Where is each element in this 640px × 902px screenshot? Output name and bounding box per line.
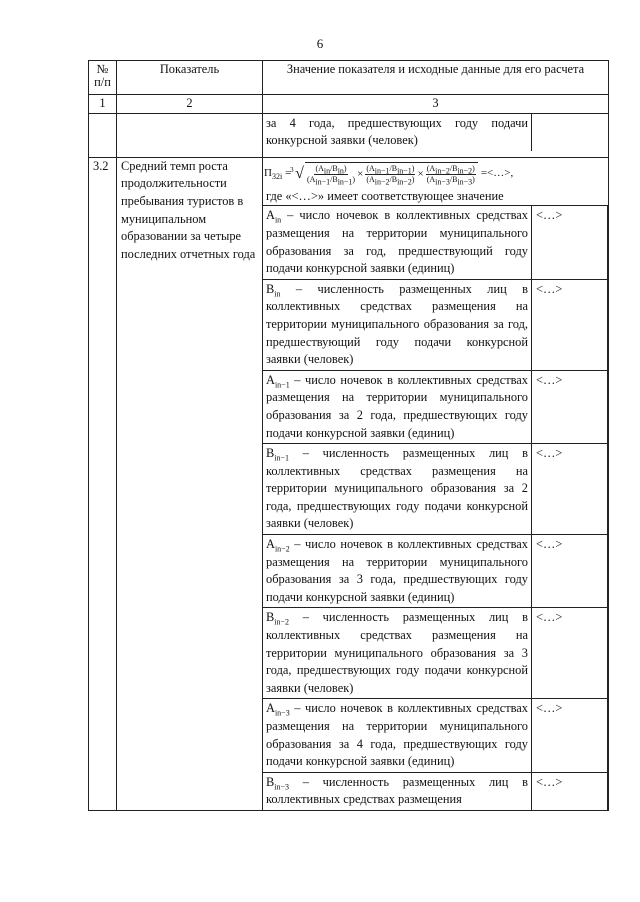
indicator-name: Средний темп роста продолжительности пребывания туристов в муниципальном образовании за четыре последних отчетных года xyxy=(117,157,263,810)
parameter-symbol: $B_{in-2}$ xyxy=(266,610,289,627)
parameter-symbol: $B_{in}$ xyxy=(266,281,281,299)
parameter-row xyxy=(263,772,608,810)
parameter-row xyxy=(263,608,608,699)
indicator-table xyxy=(88,60,609,811)
parameters-table xyxy=(263,205,608,811)
row-number: 3.2 xyxy=(89,157,117,810)
parameter-symbol: $A_{in-1}$ xyxy=(266,372,290,390)
parameter-value: <…> xyxy=(532,535,608,608)
carryover-text: за 4 года, предшествующих году подачи конкурсной заявки (человек) xyxy=(263,114,532,151)
parameter-symbol: $A_{in-2}$ xyxy=(266,537,290,554)
parameter-row xyxy=(263,535,608,608)
parameter-symbol: $B_{in-3}$ xyxy=(266,774,289,792)
parameter-description: $B_{in-2}$ – численность размещенных лиц в коллективных средствах размещения на территории муниципального образования за 3 года, предшествующих году подачи конкурсной заявки (человек) xyxy=(263,608,532,699)
parameter-description: $A_{in-2}$ – число ночевок в коллективных средствах размещения на территории муниципального образования за 3 года, предшествующих году подачи конкурсной заявки (единиц) xyxy=(263,535,532,608)
parameter-value: <…> xyxy=(532,699,608,772)
column-number-row xyxy=(89,95,609,114)
col-number-3: 3 xyxy=(263,95,609,114)
parameter-description: $A_{in-1}$ – число ночевок в коллективных средствах размещения на территории муниципального образования за 2 года, предшествующих году подачи конкурсной заявки (единиц) xyxy=(263,370,532,443)
col-number-1: 1 xyxy=(89,95,117,114)
parameter-symbol: $B_{in-1}$ xyxy=(266,446,289,463)
header-value: Значение показателя и исходные данные для его расчета xyxy=(263,61,609,95)
formula-lhs: $П_{32i}$ = xyxy=(264,166,292,182)
parameter-row xyxy=(263,699,608,772)
parameter-description: $A_{in-3}$ – число ночевок в коллективных средствах размещения на территории муниципального образования за 4 года, предшествующих году подачи конкурсной заявки (единиц) xyxy=(263,699,532,772)
parameter-value: <…> xyxy=(532,444,608,535)
parameter-description: $B_{in-3}$ – численность размещенных лиц в коллективных средствах размещения xyxy=(263,772,532,810)
formula-radicand: $(A_{in}/B_{in})$ $(A_{in-1}/B_{in-1})$ × $(A_{in-1}/B_{in-1})$ $(A_{in-2}/B_{in-2})$ × $(A_{in-2}/B_{in-2})$ $(A_{in-3}/B_{in-3})$ xyxy=(305,162,478,185)
cube-root-sign: 3 √ xyxy=(290,164,304,182)
parameter-value: <…> xyxy=(532,608,608,699)
parameter-row xyxy=(263,444,608,535)
parameter-description: $A_{in}$ – число ночевок в коллективных средствах размещения на территории муниципального образования за год, предшествующий году подачи конкурсной заявки (единиц) xyxy=(263,206,532,279)
parameter-row xyxy=(263,206,608,279)
parameter-row xyxy=(263,279,608,370)
parameter-description: $B_{in-1}$ – численность размещенных лиц в коллективных средствах размещения на территории муниципального образования за 2 года, предшествующих году подачи конкурсной заявки (человек) xyxy=(263,444,532,535)
carryover-inner xyxy=(263,114,608,151)
parameter-description: $B_{in}$ – численность размещенных лиц в коллективных средствах размещения на территории муниципального образования за год, предшествующий году подачи конкурсной заявки (человек) xyxy=(263,279,532,370)
formula-note: где «<…>» имеет соответствующее значение xyxy=(266,188,504,203)
carryover-row xyxy=(89,113,609,157)
parameter-symbol: $A_{in-3}$ xyxy=(266,701,290,718)
page-number: 6 xyxy=(316,36,324,51)
col-number-2: 2 xyxy=(117,95,263,114)
parameter-value: <…> xyxy=(532,206,608,279)
table-header-row xyxy=(89,61,609,95)
parameter-row xyxy=(263,370,608,443)
parameter-symbol: $A_{in}$ xyxy=(266,208,282,225)
parameter-value: <…> xyxy=(532,279,608,370)
header-num: № п/п xyxy=(89,61,117,95)
parameter-value: <…> xyxy=(532,772,608,810)
header-indicator: Показатель xyxy=(117,61,263,95)
indicator-row xyxy=(89,157,609,810)
parameter-value: <…> xyxy=(532,370,608,443)
formula xyxy=(263,158,608,188)
formula-rhs: =<…>, xyxy=(480,166,514,179)
